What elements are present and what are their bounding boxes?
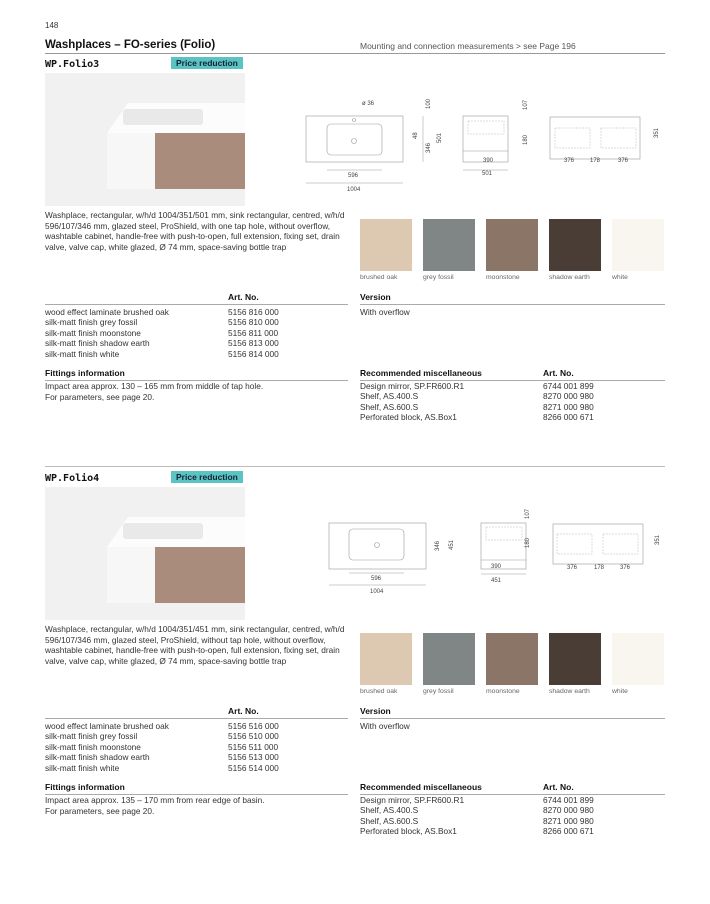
dim-label: 346 [426, 142, 432, 153]
dim-label: 178 [594, 565, 605, 571]
cabinet-side [107, 133, 155, 189]
misc-number: 6744 001 899 [543, 381, 594, 391]
dim-label: 351 [655, 534, 661, 545]
fittings-header: Fittings information [45, 782, 125, 792]
swatch-white[interactable] [612, 633, 664, 685]
article-number: 5156 810 000 [228, 317, 279, 328]
dimension-drawings [305, 505, 665, 605]
misc-name: Perforated block, AS.Box1 [360, 826, 457, 837]
swatch-label: white [612, 688, 628, 695]
product-photo [45, 73, 245, 206]
dim-label: 376 [618, 158, 629, 164]
misc-name: Shelf, AS.400.S [360, 805, 419, 816]
swatch-label: moonstone [486, 274, 520, 281]
basin-bowl [123, 109, 203, 125]
dim-label: 100 [426, 98, 432, 109]
article-number: 5156 516 000 [228, 721, 279, 731]
article-list [45, 307, 348, 359]
swatch-label: shadow earth [549, 688, 590, 695]
misc-name: Perforated block, AS.Box1 [360, 412, 457, 423]
misc-number: 8266 000 671 [543, 412, 594, 423]
dim-label: 107 [525, 508, 531, 519]
version-value: With overflow [360, 721, 410, 731]
cabinet-side [107, 547, 155, 603]
article-name: silk-matt finish moonstone [45, 741, 141, 752]
swatch-label: brushed oak [360, 274, 398, 281]
dim-label: ø 36 [362, 101, 375, 107]
misc-row [360, 402, 665, 412]
version-value: With overflow [360, 307, 410, 317]
article-name: silk-matt finish moonstone [45, 327, 141, 338]
article-name: wood effect laminate brushed oak [45, 721, 169, 731]
section-divider [45, 466, 665, 467]
page-title: Washplaces – FO-series (Folio) [45, 39, 216, 51]
basin-bowl [123, 523, 203, 539]
misc-header: Recommended miscellaneous [360, 782, 482, 792]
model-name: WP.Folio4 [45, 473, 100, 484]
dim-label: 501 [482, 171, 493, 177]
misc-list [360, 795, 665, 837]
swatch-brushed-oak[interactable] [360, 633, 412, 685]
misc-list [360, 381, 665, 423]
dim-label: 351 [654, 127, 660, 138]
article-number: 5156 816 000 [228, 307, 279, 317]
product-description: Washplace, rectangular, w/h/d 1004/351/501 mm, sink rectangular, centred, w/h/d 596/107/346 mm, glazed steel, ProShield, with one tap hole, without overflow, washtable cabinet, handle-free with push-to-open, full extension, fixing set, drain valve, valve cap, white glazed, Ø 74 mm, space-saving bottle trap [45, 210, 345, 252]
cabinet-front [155, 133, 245, 189]
misc-row [360, 391, 665, 401]
dim-label: 1004 [347, 187, 361, 193]
article-number: 5156 814 000 [228, 348, 279, 359]
dim-label: 48 [413, 132, 419, 139]
article-name: silk-matt finish grey fossil [45, 731, 138, 742]
article-row [45, 752, 348, 762]
mounting-note-link[interactable]: Mounting and connection measurements > see Page 196 [360, 41, 576, 51]
divider [360, 304, 665, 305]
dim-label: 501 [437, 132, 443, 143]
price-reduction-badge: Price reduction [171, 471, 243, 483]
misc-row [360, 381, 665, 391]
misc-name: Shelf, AS.600.S [360, 815, 419, 826]
swatch-grey-fossil[interactable] [423, 633, 475, 685]
version-header: Version [360, 292, 391, 302]
article-number: 5156 811 000 [228, 327, 279, 338]
article-row [45, 742, 348, 752]
dim-label: 376 [620, 565, 631, 571]
color-swatches [360, 219, 670, 287]
art-no-header: Art. No. [228, 292, 259, 302]
dim-label: 390 [491, 564, 502, 570]
article-number: 5156 514 000 [228, 762, 279, 773]
swatch-label: moonstone [486, 688, 520, 695]
misc-row [360, 826, 665, 836]
dim-label: 1004 [370, 589, 384, 595]
misc-name: Design mirror, SP.FR600.R1 [360, 795, 465, 805]
swatch-label: shadow earth [549, 274, 590, 281]
dimension-drawings [305, 95, 665, 200]
misc-art-header: Art. No. [543, 782, 574, 792]
misc-art-header: Art. No. [543, 368, 574, 378]
misc-row [360, 805, 665, 815]
version-header: Version [360, 706, 391, 716]
article-row [45, 731, 348, 741]
fittings-line: Impact area approx. 130 – 165 mm from middle of tap hole. [45, 381, 264, 391]
product-description: Washplace, rectangular, w/h/d 1004/351/451 mm, sink rectangular, centred, w/h/d 596/107/346 mm, glazed steel, ProShield, without tap hole, without overflow, washtable cabinet, handle-free with push-to-open, full extension, fixing set, drain valve, valve cap, white glazed, Ø 74 mm, space-saving bottle trap [45, 624, 345, 666]
swatch-shadow-earth[interactable] [549, 219, 601, 271]
misc-name: Shelf, AS.600.S [360, 401, 419, 412]
fittings-line: For parameters, see page 20. [45, 806, 155, 816]
swatch-moonstone[interactable] [486, 219, 538, 271]
dim-label: 451 [491, 578, 502, 584]
misc-name: Design mirror, SP.FR600.R1 [360, 381, 465, 391]
fittings-line: Impact area approx. 135 – 170 mm from rear edge of basin. [45, 795, 265, 805]
dim-label: 376 [567, 565, 578, 571]
swatch-label: grey fossil [423, 688, 454, 695]
misc-number: 8266 000 671 [543, 826, 594, 837]
article-row [45, 317, 348, 327]
dim-label: 180 [525, 537, 531, 548]
fittings-line: For parameters, see page 20. [45, 392, 155, 402]
dim-label: 107 [523, 99, 529, 110]
model-name: WP.Folio3 [45, 59, 100, 70]
art-no-header: Art. No. [228, 706, 259, 716]
article-name: wood effect laminate brushed oak [45, 307, 169, 317]
swatch-white[interactable] [612, 219, 664, 271]
article-number: 5156 513 000 [228, 752, 279, 763]
article-name: silk-matt finish white [45, 348, 120, 359]
article-row [45, 328, 348, 338]
dim-label: 451 [449, 539, 455, 550]
article-row [45, 721, 348, 731]
dim-label: 178 [590, 158, 601, 164]
dim-label: 596 [348, 173, 359, 179]
dim-label: 390 [483, 158, 494, 164]
swatch-shadow-earth[interactable] [549, 633, 601, 685]
dim-label: 376 [564, 158, 575, 164]
swatch-label: brushed oak [360, 688, 398, 695]
misc-header: Recommended miscellaneous [360, 368, 482, 378]
misc-number: 8270 000 980 [543, 805, 594, 816]
misc-row [360, 816, 665, 826]
divider [360, 718, 665, 719]
product-photo [45, 487, 245, 620]
divider [45, 718, 348, 719]
article-name: silk-matt finish shadow earth [45, 338, 150, 349]
article-list [45, 721, 348, 773]
dim-label: 180 [523, 134, 529, 145]
misc-number: 8270 000 980 [543, 391, 594, 402]
misc-name: Shelf, AS.400.S [360, 391, 419, 402]
fittings-header: Fittings information [45, 368, 125, 378]
misc-number: 6744 001 899 [543, 795, 594, 805]
article-name: silk-matt finish shadow earth [45, 752, 150, 763]
swatch-label: grey fossil [423, 274, 454, 281]
article-row [45, 349, 348, 359]
article-row [45, 307, 348, 317]
page-number: 148 [45, 21, 59, 30]
misc-number: 8271 000 980 [543, 401, 594, 412]
title-rule [45, 53, 665, 54]
swatch-label: white [612, 274, 628, 281]
misc-row [360, 412, 665, 422]
swatch-moonstone[interactable] [486, 633, 538, 685]
article-number: 5156 511 000 [228, 741, 279, 752]
article-number: 5156 510 000 [228, 731, 279, 742]
cabinet-front [155, 547, 245, 603]
article-row [45, 763, 348, 773]
swatch-brushed-oak[interactable] [360, 219, 412, 271]
price-reduction-badge: Price reduction [171, 57, 243, 69]
divider [45, 304, 348, 305]
article-name: silk-matt finish grey fossil [45, 317, 138, 328]
article-row [45, 338, 348, 348]
misc-row [360, 795, 665, 805]
dim-label: 596 [371, 576, 382, 582]
article-number: 5156 813 000 [228, 338, 279, 349]
article-name: silk-matt finish white [45, 762, 120, 773]
swatch-grey-fossil[interactable] [423, 219, 475, 271]
dim-label: 346 [435, 540, 441, 551]
color-swatches [360, 633, 670, 701]
misc-number: 8271 000 980 [543, 815, 594, 826]
